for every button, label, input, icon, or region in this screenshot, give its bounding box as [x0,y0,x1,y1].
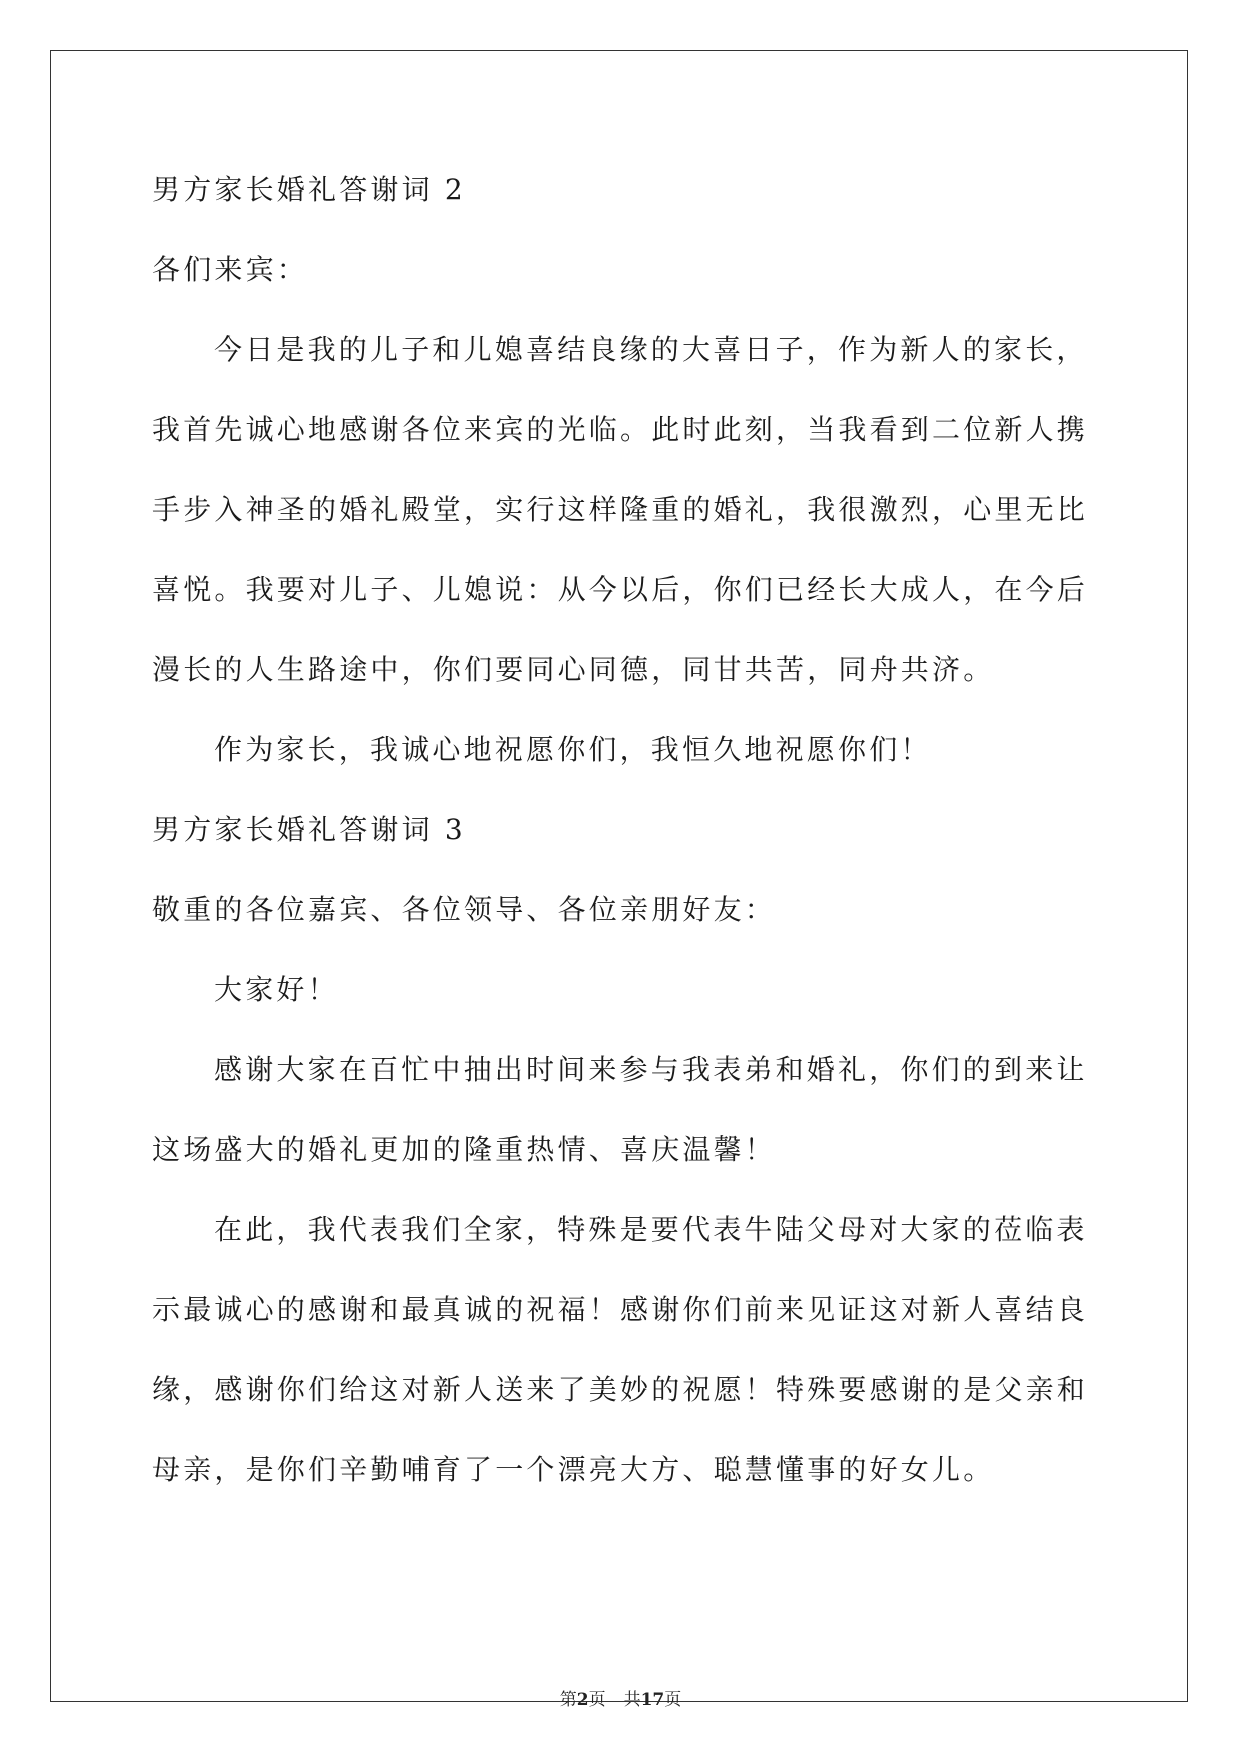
greeting: 大家好！ [214,973,339,1006]
footer-total-unit: 页 [664,1690,682,1710]
paragraph-line: 今日是我的儿子和儿媳喜结良缘的大喜日子，作为新人的家长， [214,333,1088,366]
paragraph-line: 我首先诚心地感谢各位来宾的光临。此时此刻，当我看到二位新人携 [152,413,1089,446]
section-heading-2: 男方家长婚礼答谢词 2 [152,173,466,206]
page-footer [0,1688,1241,1712]
paragraph-line: 示最诚心的感谢和最真诚的祝福！感谢你们前来见证这对新人喜结良 [152,1293,1089,1326]
paragraph-line: 手步入神圣的婚礼殿堂，实行这样隆重的婚礼，我很激烈，心里无比 [152,493,1089,526]
footer-page-unit: 页 [588,1690,606,1710]
paragraph-line: 喜悦。我要对儿子、儿媳说：从今以后，你们已经长大成人，在今后 [152,573,1089,606]
paragraph-line: 作为家长，我诚心地祝愿你们，我恒久地祝愿你们！ [214,733,932,766]
salutation: 敬重的各位嘉宾、各位领导、各位亲朋好友： [152,893,777,926]
paragraph-line: 缘，感谢你们给这对新人送来了美妙的祝愿！特殊要感谢的是父亲和 [152,1373,1089,1406]
footer-total-prefix: 共 [623,1690,641,1710]
salutation: 各们来宾： [152,253,309,286]
current-page-number: 2 [576,1690,589,1710]
footer-prefix: 第 [559,1690,577,1710]
total-page-count: 17 [640,1690,665,1710]
section-heading-3: 男方家长婚礼答谢词 3 [152,813,466,846]
paragraph-line: 母亲，是你们辛勤哺育了一个漂亮大方、聪慧懂事的好女儿。 [152,1453,995,1486]
paragraph-line: 在此，我代表我们全家，特殊是要代表牛陆父母对大家的莅临表 [214,1213,1088,1246]
paragraph-line: 漫长的人生路途中，你们要同心同德，同甘共苦，同舟共济。 [152,653,995,686]
paragraph-line: 感谢大家在百忙中抽出时间来参与我表弟和婚礼，你们的到来让 [214,1053,1088,1086]
paragraph-line: 这场盛大的婚礼更加的隆重热情、喜庆温馨！ [152,1133,777,1166]
